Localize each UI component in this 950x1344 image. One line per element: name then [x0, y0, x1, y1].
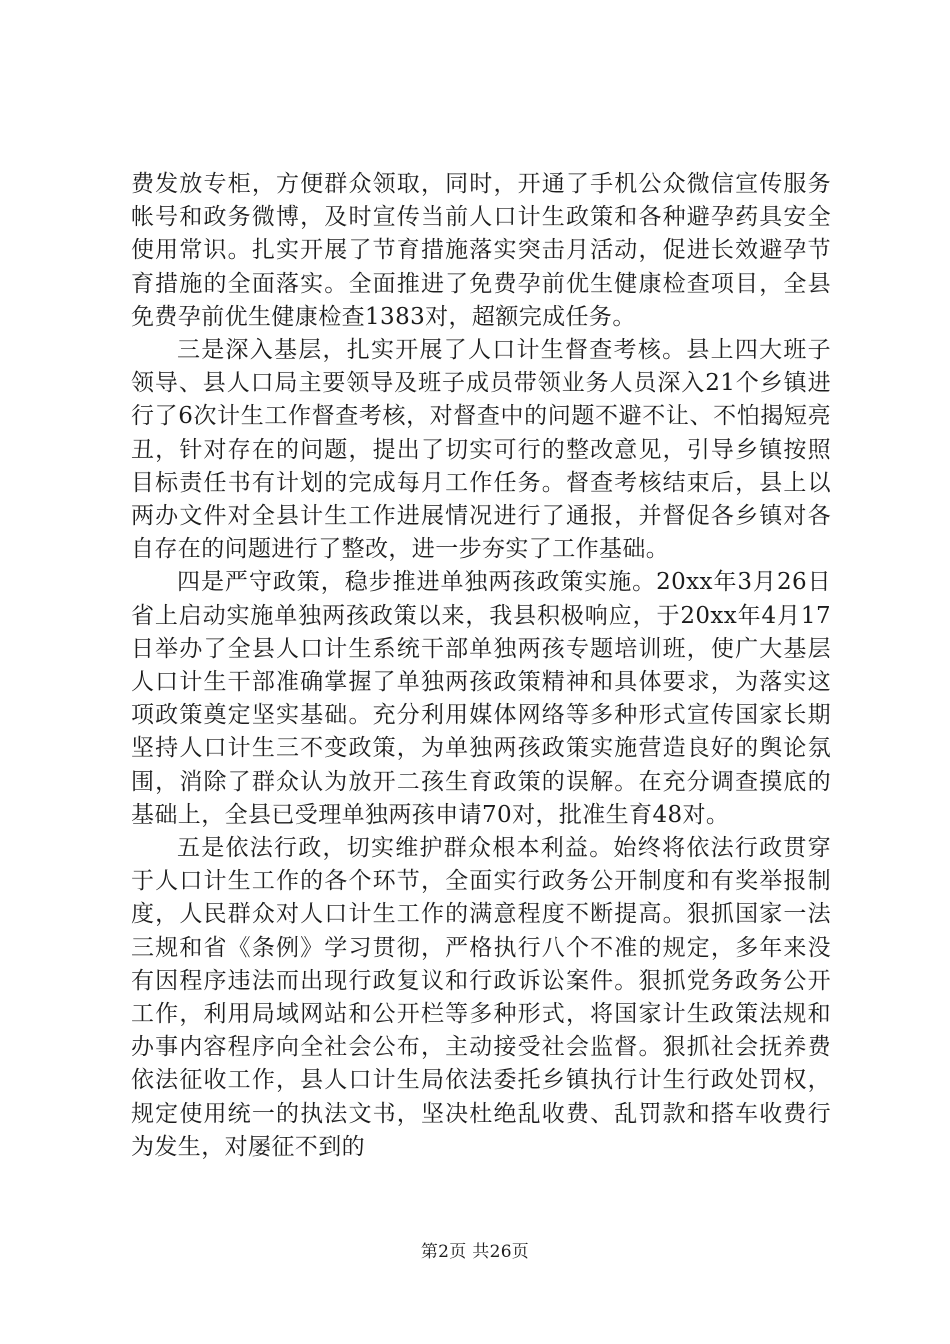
- document-body: [131, 168, 831, 1164]
- paragraph-lawful-administration: 五是依法行政，切实维护群众根本利益。始终将依法行政贯穿于人口计生工作的各个环节，全面实行政务公开制度和有奖举报制度，人民群众对人口计生工作的满意程度不断提高。狠抓国家一法三规和省《条例》学习贯彻，严格执行八个不准的规定，多年来没有因程序违法而出现行政复议和行政诉讼案件。狠抓党务政务公开工作，利用局域网站和公开栏等多种形式，将国家计生政策法规和办事内容程序向全社会公布，主动接受社会监督。狠抓社会抚养费依法征收工作，县人口计生局依法委托乡镇执行计生行政处罚权，规定使用统一的执法文书，坚决杜绝乱收费、乱罚款和搭车收费行为发生，对屡征不到的: [131, 835, 831, 1160]
- page-footer: 第2页 共26页: [420, 1242, 530, 1262]
- paragraph-two-child-policy: 四是严守政策，稳步推进单独两孩政策实施。20xx年3月26日省上启动实施单独两孩政策以来，我县积极响应，于20xx年4月17日举办了全县人口计生系统干部单独两孩专题培训班，使广大基层人口计生干部准确掌握了单独两孩政策精神和具体要求，为落实这项政策奠定坚实基础。充分利用媒体网络等多种形式宣传国家长期坚持人口计生三不变政策，为单独两孩政策实施营造良好的舆论氛围，消除了群众认为放开二孩生育政策的误解。在充分调查摸底的基础上，全县已受理单独两孩申请70对，批准生育48对。: [131, 569, 831, 828]
- paragraph-inspection: 三是深入基层，扎实开展了人口计生督查考核。县上四大班子领导、县人口局主要领导及班子成员带领业务人员深入21个乡镇进行了6次计生工作督查考核，对督查中的问题不避不让、不怕揭短亮丑，针对存在的问题，提出了切实可行的整改意见，引导乡镇按照目标责任书有计划的完成每月工作任务。督查考核结束后，县上以两办文件对全县计生工作进展情况进行了通报，并督促各乡镇对各自存在的问题进行了整改，进一步夯实了工作基础。: [131, 337, 831, 563]
- paragraph-continued: 费发放专柜，方便群众领取，同时，开通了手机公众微信宣传服务帐号和政务微博，及时宣传当前人口计生政策和各种避孕药具安全使用常识。扎实开展了节育措施落实突击月活动，促进长效避孕节育措施的全面落实。全面推进了免费孕前优生健康检查项目，全县免费孕前优生健康检查1383对，超额完成任务。: [131, 171, 831, 330]
